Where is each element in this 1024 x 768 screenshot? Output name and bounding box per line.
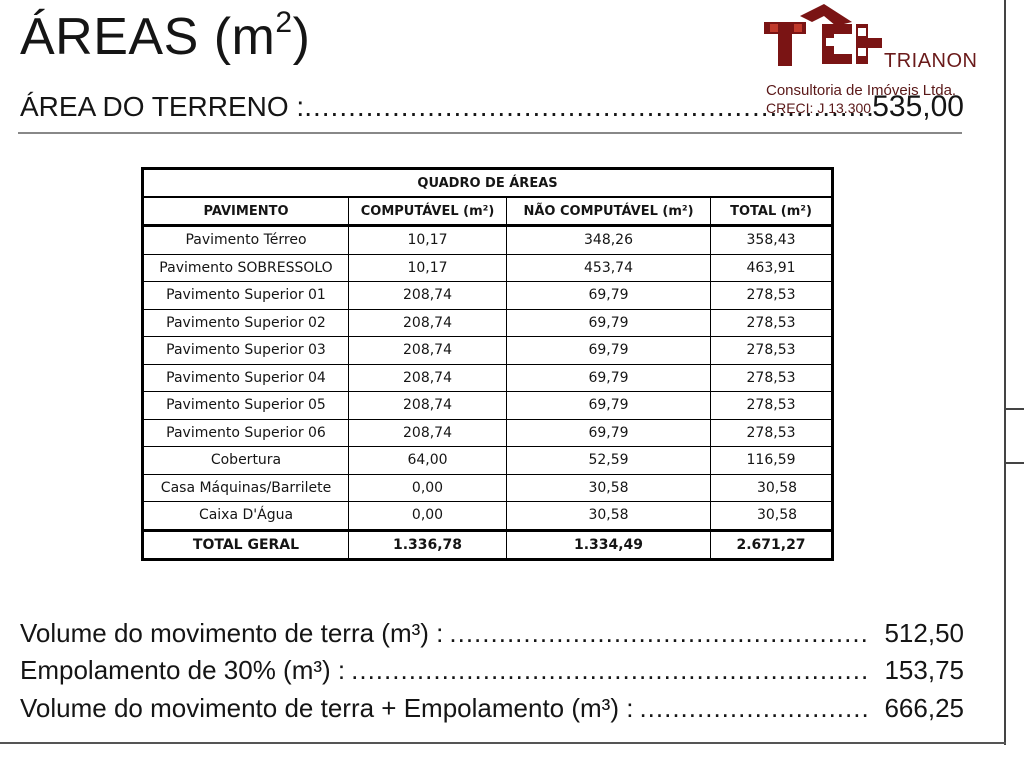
table-row — [143, 364, 833, 392]
table-title-row — [143, 169, 833, 198]
total-computavel: 1.336,78 — [349, 530, 507, 559]
cell-nao-computavel: 453,74 — [507, 254, 711, 282]
table-row — [143, 419, 833, 447]
page-title — [20, 6, 310, 67]
volume-label: Volume do movimento de terra + Empolamento (m³) : — [20, 693, 634, 723]
volume-row — [20, 655, 964, 691]
cell-pavimento: Pavimento Superior 04 — [143, 364, 349, 392]
cell-pavimento: Pavimento Superior 03 — [143, 337, 349, 365]
dot-leader — [639, 693, 870, 724]
cell-pavimento: Pavimento SOBRESSOLO — [143, 254, 349, 282]
cell-pavimento: Casa Máquinas/Barrilete — [143, 474, 349, 502]
volume-value: 153,75 — [884, 655, 964, 685]
page-title-text: ÁREAS (m — [20, 8, 276, 66]
table-title: QUADRO DE ÁREAS — [143, 169, 833, 198]
cell-computavel: 64,00 — [349, 447, 507, 475]
total-nao-computavel: 1.334,49 — [507, 530, 711, 559]
cell-total: 30,58 — [711, 502, 833, 531]
table-row — [143, 337, 833, 365]
table-header-row — [143, 197, 833, 226]
table-row — [143, 474, 833, 502]
cell-pavimento: Pavimento Superior 02 — [143, 309, 349, 337]
cell-nao-computavel: 348,26 — [507, 226, 711, 255]
logo-creci: CRECI: J 13.300 — [766, 100, 872, 116]
sheet-right-tick-top — [1004, 408, 1024, 410]
table-row — [143, 502, 833, 531]
total-label: TOTAL GERAL — [143, 530, 349, 559]
page-title-close: ) — [292, 8, 311, 66]
cell-pavimento: Pavimento Superior 06 — [143, 419, 349, 447]
cell-total: 278,53 — [711, 364, 833, 392]
cell-total: 278,53 — [711, 337, 833, 365]
cell-pavimento: Pavimento Térreo — [143, 226, 349, 255]
cell-pavimento: Pavimento Superior 05 — [143, 392, 349, 420]
cell-computavel: 10,17 — [349, 254, 507, 282]
tci-logo-mark-icon — [760, 4, 890, 74]
table-row — [143, 254, 833, 282]
cell-nao-computavel: 52,59 — [507, 447, 711, 475]
terrain-area-label: ÁREA DO TERRENO : — [20, 91, 305, 122]
cell-total: 278,53 — [711, 282, 833, 310]
cell-pavimento: Pavimento Superior 01 — [143, 282, 349, 310]
header-computavel: COMPUTÁVEL (m²) — [349, 197, 507, 226]
cell-computavel: 0,00 — [349, 502, 507, 531]
cell-nao-computavel: 30,58 — [507, 502, 711, 531]
cell-total: 30,58 — [711, 474, 833, 502]
cell-total: 278,53 — [711, 309, 833, 337]
total-geral: 2.671,27 — [711, 530, 833, 559]
terrain-underline — [18, 132, 962, 134]
company-logo — [760, 4, 1010, 114]
page-title-superscript: 2 — [275, 6, 293, 39]
header-pavimento: PAVIMENTO — [143, 197, 349, 226]
cell-computavel: 208,74 — [349, 419, 507, 447]
logo-subtitle: Consultoria de Imóveis Ltda. — [766, 82, 957, 99]
volume-value: 512,50 — [884, 618, 964, 648]
header-total: TOTAL (m²) — [711, 197, 833, 226]
cell-computavel: 208,74 — [349, 392, 507, 420]
volume-row — [20, 693, 964, 729]
cell-total: 358,43 — [711, 226, 833, 255]
cell-pavimento: Caixa D'Água — [143, 502, 349, 531]
cell-total: 463,91 — [711, 254, 833, 282]
sheet-bottom-border — [0, 742, 1006, 744]
cell-nao-computavel: 69,79 — [507, 392, 711, 420]
cell-computavel: 0,00 — [349, 474, 507, 502]
cell-computavel: 208,74 — [349, 364, 507, 392]
table-row — [143, 309, 833, 337]
cell-computavel: 208,74 — [349, 337, 507, 365]
cell-nao-computavel: 69,79 — [507, 282, 711, 310]
cell-nao-computavel: 69,79 — [507, 337, 711, 365]
volume-label: Empolamento de 30% (m³) : — [20, 655, 346, 685]
volume-label: Volume do movimento de terra (m³) : — [20, 618, 444, 648]
logo-brand-name: TRIANON — [884, 50, 978, 72]
cell-total: 278,53 — [711, 419, 833, 447]
table-row — [143, 282, 833, 310]
dot-leader — [351, 655, 870, 686]
cell-total: 278,53 — [711, 392, 833, 420]
table-row — [143, 447, 833, 475]
cell-nao-computavel: 69,79 — [507, 309, 711, 337]
areas-table — [141, 167, 834, 561]
cell-total: 116,59 — [711, 447, 833, 475]
dot-leader — [449, 618, 870, 649]
sheet-right-tick-bottom — [1004, 462, 1024, 464]
cell-computavel: 208,74 — [349, 309, 507, 337]
table-row — [143, 226, 833, 255]
cell-computavel: 10,17 — [349, 226, 507, 255]
terrain-area-value: 535,00 — [872, 90, 964, 123]
cell-nao-computavel: 69,79 — [507, 419, 711, 447]
table-row — [143, 392, 833, 420]
cell-nao-computavel: 69,79 — [507, 364, 711, 392]
cell-computavel: 208,74 — [349, 282, 507, 310]
header-nao-computavel: NÃO COMPUTÁVEL (m²) — [507, 197, 711, 226]
volume-value: 666,25 — [884, 693, 964, 723]
cell-nao-computavel: 30,58 — [507, 474, 711, 502]
cell-pavimento: Cobertura — [143, 447, 349, 475]
table-total-row — [143, 530, 833, 559]
volume-row — [20, 618, 964, 654]
